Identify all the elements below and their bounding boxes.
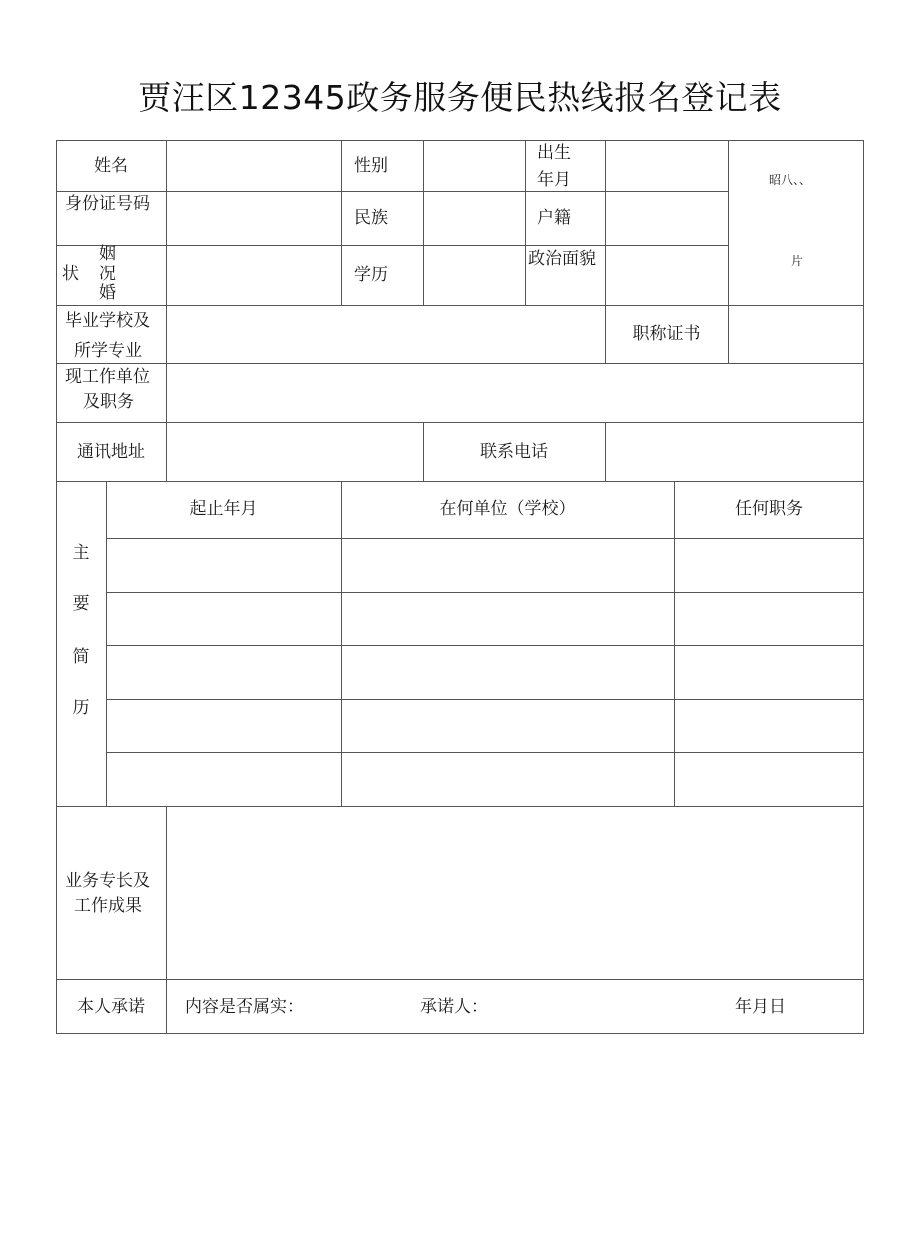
pledge-date-label: 年月日 [735, 997, 786, 1017]
label-hukou: 户籍 [537, 208, 571, 228]
hukou-field[interactable] [606, 192, 728, 245]
registration-form-table [56, 140, 864, 1034]
form-title: 贾汪区12345政务服务便民热线报名登记表 [138, 78, 782, 117]
label-marital-char4: 婚 [99, 283, 116, 303]
resume-row[interactable] [107, 753, 864, 806]
label-resume-char4: 历 [72, 698, 90, 718]
label-name: 姓名 [94, 156, 128, 176]
label-resume-char3: 简 [72, 647, 90, 667]
label-school-line2: 所学专业 [74, 341, 142, 361]
political-status-field[interactable] [606, 246, 728, 305]
label-work-line1: 现工作单位 [65, 367, 150, 387]
label-political: 政治面貌 [528, 249, 596, 269]
ethnicity-field[interactable] [424, 192, 525, 245]
birth-date-field[interactable] [606, 141, 728, 191]
label-phone: 联系电话 [480, 442, 548, 462]
label-marital-char3: 况 [99, 264, 116, 284]
label-title-cert: 职称证书 [632, 324, 701, 344]
label-pledge: 本人承诺 [77, 997, 145, 1017]
title-cert-field[interactable] [729, 306, 863, 363]
school-major-field[interactable] [167, 306, 605, 363]
resume-header-position: 任何职务 [735, 499, 803, 519]
phone-field[interactable] [606, 423, 863, 481]
label-marital-char1: 姻 [99, 244, 116, 264]
label-marital-char2: 状 [62, 264, 79, 284]
photo-label-line1: 昭八、、 [769, 173, 812, 187]
label-school-line1: 毕业学校及 [65, 311, 150, 331]
photo-label-line2: 片 [791, 254, 804, 268]
resume-row[interactable] [107, 700, 864, 752]
label-birth-line2: 年月 [537, 170, 571, 190]
pledge-signer-label: 承诺人： [420, 997, 488, 1017]
skills-achievements-field[interactable] [167, 807, 863, 979]
label-skills-line1: 业务专长及 [65, 871, 150, 891]
label-resume-char1: 主 [72, 543, 90, 563]
name-field[interactable] [167, 141, 341, 191]
resume-row[interactable] [107, 539, 864, 592]
label-gender: 性别 [354, 156, 388, 176]
resume-row[interactable] [107, 593, 864, 645]
resume-row[interactable] [107, 646, 864, 699]
label-resume-char2: 要 [72, 594, 90, 614]
label-education: 学历 [354, 265, 388, 285]
label-skills-line2: 工作成果 [74, 896, 142, 916]
current-work-field[interactable] [167, 364, 863, 422]
address-field[interactable] [167, 423, 423, 481]
label-work-line2: 及职务 [83, 392, 134, 412]
id-number-field[interactable] [167, 192, 341, 245]
resume-header-period: 起止年月 [189, 499, 258, 519]
pledge-truth-label: 内容是否属实： [185, 997, 304, 1017]
photo-box[interactable] [729, 141, 863, 305]
label-address: 通讯地址 [77, 442, 145, 462]
resume-header-unit: 在何单位（学校） [439, 499, 576, 519]
gender-field[interactable] [424, 141, 525, 191]
label-id-number: 身份证号码 [65, 194, 150, 214]
education-field[interactable] [424, 246, 525, 305]
label-birth-line1: 出生 [537, 143, 571, 163]
marital-status-field[interactable] [167, 246, 341, 305]
label-ethnicity: 民族 [354, 208, 388, 228]
